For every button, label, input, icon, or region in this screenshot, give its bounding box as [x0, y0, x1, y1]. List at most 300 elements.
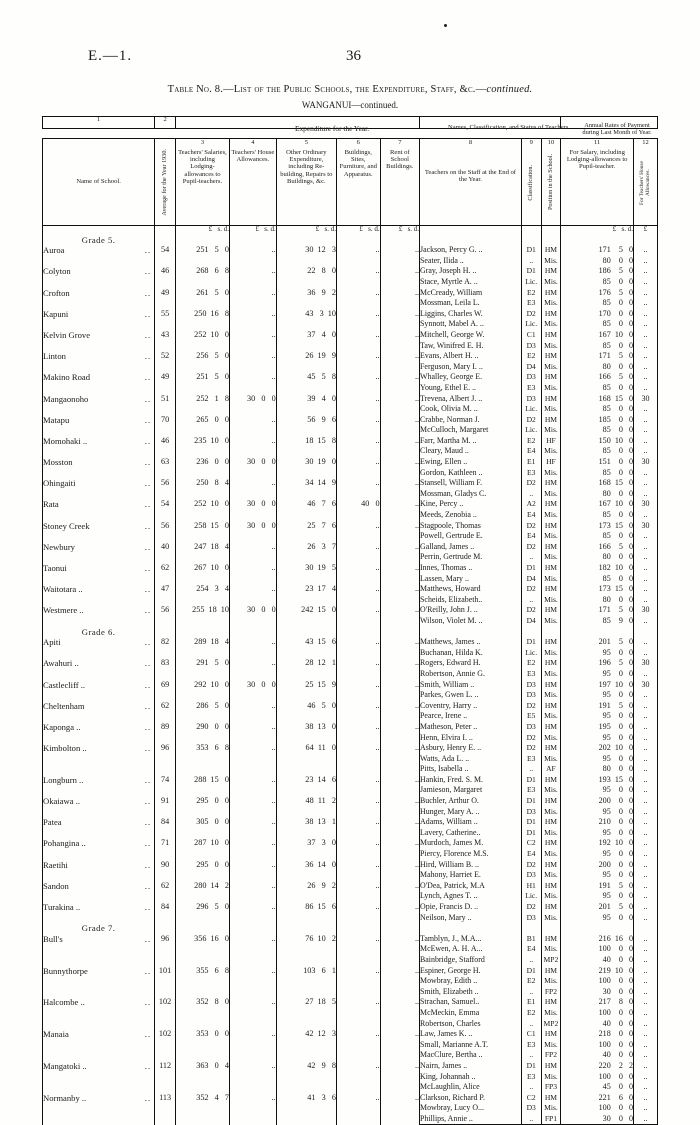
- teacher-position: Mis.: [541, 944, 561, 955]
- grade-row-18-blank-1: [175, 627, 229, 638]
- leader-dots: ..: [144, 796, 152, 807]
- teacher-classification: D2: [521, 521, 541, 532]
- house-allowance-amount: ..: [229, 902, 276, 923]
- teacher-position: HM: [541, 637, 561, 648]
- teacher-position: Mis.: [541, 298, 561, 309]
- teacher-name: Lavery, Catherine..: [420, 828, 522, 839]
- teacher-position: HM: [541, 722, 561, 733]
- teacher-name: Hankin, Fred. S. M.: [420, 775, 522, 786]
- leader-dots: ..: [144, 287, 152, 298]
- house-allowance-rate: ..: [634, 341, 658, 352]
- salaries-amount: 268 6 8: [175, 266, 229, 287]
- school-name-cell: [43, 658, 155, 679]
- house-allowance-rate: ..: [634, 849, 658, 860]
- colnum-1: 1: [43, 117, 155, 129]
- school-name-cell: [43, 860, 155, 881]
- house-allowance-rate: ..: [634, 838, 658, 849]
- rent-amount: ..: [380, 796, 419, 817]
- teacher-position: HM: [541, 563, 561, 574]
- teacher-classification: E3: [521, 754, 541, 765]
- leader-dots: ..: [144, 414, 152, 425]
- school-name-cell: [43, 605, 155, 626]
- house-allowance-rate: ..: [634, 944, 658, 955]
- teacher-classification: D1: [521, 966, 541, 977]
- salaries-amount: 254 3 4: [175, 584, 229, 605]
- teacher-classification: D1: [521, 245, 541, 256]
- teacher-position: Mis.: [541, 1103, 561, 1114]
- house-allowance-amount: ..: [229, 330, 276, 351]
- school-name-cell: [43, 722, 155, 743]
- teacher-name: Mahony, Harriet E.: [420, 870, 522, 881]
- teacher-position: MP2: [541, 955, 561, 966]
- teacher-classification: D3: [521, 680, 541, 691]
- school-name-cell: [43, 1029, 155, 1061]
- leader-dots: ..: [144, 478, 152, 489]
- salary-rate: 200 0 0: [561, 796, 634, 807]
- house-allowance-rate: ..: [634, 351, 658, 362]
- page-number: 36: [346, 48, 361, 64]
- salary-rate: 168 15 0: [561, 478, 634, 489]
- buildings-amount: ..: [336, 1093, 380, 1125]
- teacher-name: Strachan, Samuel..: [420, 997, 522, 1008]
- salaries-amount: 292 10 0: [175, 680, 229, 701]
- average-attendance: 49: [155, 372, 176, 393]
- grade-row-31-blank-2: [229, 923, 276, 934]
- table-row: [43, 817, 658, 828]
- teacher-name: Cleary, Maud ..: [420, 446, 522, 457]
- teacher-classification: D2: [521, 478, 541, 489]
- grade-row-31-label: Grade 7.: [43, 923, 155, 934]
- school-name-cell: [43, 521, 155, 542]
- teacher-classification: E4: [521, 446, 541, 457]
- salary-rate: 95 0 0: [561, 807, 634, 818]
- sd-header-12: £: [634, 224, 658, 235]
- teacher-position: HM: [541, 330, 561, 341]
- school-name: Castlecliff ..: [43, 679, 86, 690]
- table-row: [43, 1093, 658, 1104]
- house-allowance-rate: ..: [634, 1050, 658, 1061]
- salary-rate: 186 5 0: [561, 266, 634, 277]
- salary-rate: 85 0 0: [561, 383, 634, 394]
- school-name-cell: [43, 881, 155, 902]
- salaries-amount: 250 8 4: [175, 478, 229, 499]
- teacher-classification: E1: [521, 997, 541, 1008]
- school-name: Stoney Creek: [43, 520, 90, 531]
- teacher-name: Smith, William ..: [420, 680, 522, 691]
- teacher-position: HM: [541, 902, 561, 913]
- salary-rate: 216 16 0: [561, 934, 634, 945]
- salary-rate: 85 0 0: [561, 298, 634, 309]
- house-allowance-amount: ..: [229, 1061, 276, 1093]
- buildings-amount: ..: [336, 394, 380, 415]
- salaries-amount: 258 15 0: [175, 521, 229, 542]
- teacher-classification: Lic.: [521, 277, 541, 288]
- teacher-name: Adams, William ..: [420, 817, 522, 828]
- leader-dots: ..: [144, 520, 152, 531]
- school-name: Manaia: [43, 1029, 69, 1040]
- school-name-cell: [43, 499, 155, 520]
- salary-rate: 173 15 0: [561, 521, 634, 532]
- teacher-name: O'Dea, Patrick, M.A: [420, 881, 522, 892]
- teacher-position: HM: [541, 394, 561, 405]
- rent-amount: ..: [380, 775, 419, 796]
- buildings-amount: ..: [336, 658, 380, 679]
- average-attendance: 62: [155, 563, 176, 584]
- house-allowance-amount: ..: [229, 722, 276, 743]
- salary-rate: 196 5 0: [561, 658, 634, 669]
- buildings-amount: ..: [336, 1029, 380, 1061]
- schools-table-body: [42, 224, 658, 1125]
- rent-amount: ..: [380, 245, 419, 266]
- house-allowance-rate: ..: [634, 256, 658, 267]
- average-attendance: 52: [155, 351, 176, 372]
- teacher-classification: E3: [521, 1072, 541, 1083]
- teacher-classification: Lic.: [521, 425, 541, 436]
- other-expenditure-amount: 56 9 6: [276, 415, 336, 436]
- teacher-name: Clarkson, Richard P.: [420, 1093, 522, 1104]
- school-name-cell: [43, 966, 155, 998]
- salary-rate: 40 0 0: [561, 1050, 634, 1061]
- sd-blank-cls: [521, 224, 541, 235]
- teacher-classification: E3: [521, 383, 541, 394]
- house-allowance-amount: ..: [229, 309, 276, 330]
- salaries-amount: 353 6 8: [175, 743, 229, 775]
- teacher-position: FP2: [541, 1050, 561, 1061]
- buildings-amount: ..: [336, 372, 380, 393]
- buildings-amount: ..: [336, 743, 380, 775]
- other-expenditure-amount: 46 5 0: [276, 701, 336, 722]
- buildings-amount: ..: [336, 637, 380, 658]
- teacher-classification: E4: [521, 944, 541, 955]
- school-name: Turakina ..: [43, 902, 81, 912]
- buildings-amount: ..: [336, 563, 380, 584]
- buildings-amount: ..: [336, 838, 380, 859]
- teacher-name: Farr, Martha M. ..: [420, 436, 522, 447]
- teacher-name: Jackson, Percy G. ..: [420, 245, 522, 256]
- table-row: [43, 680, 658, 691]
- teacher-classification: D1: [521, 828, 541, 839]
- salary-rate: 85 0 0: [561, 425, 634, 436]
- table-row: [43, 521, 658, 532]
- table-row: [43, 860, 658, 871]
- salary-rate: 100 0 0: [561, 1103, 634, 1114]
- teacher-position: HM: [541, 1093, 561, 1104]
- leader-dots: ..: [144, 584, 152, 595]
- rent-amount: ..: [380, 478, 419, 499]
- buildings-amount: ..: [336, 966, 380, 998]
- rent-amount: ..: [380, 1093, 419, 1125]
- teacher-classification: Lic.: [521, 891, 541, 902]
- house-allowance-rate: ..: [634, 542, 658, 553]
- teacher-classification: ..: [521, 1082, 541, 1093]
- teacher-name: Phillips, Annie ..: [420, 1114, 522, 1125]
- teacher-name: Evans, Albert H. ..: [420, 351, 522, 362]
- sd-header-6: £ s. d.: [336, 224, 380, 235]
- group-expenditure-label: Expenditure for the Year.: [294, 124, 370, 133]
- average-attendance: 40: [155, 542, 176, 563]
- th-teachers: 8 Teachers on the Staff at the End of the Year.: [420, 139, 522, 226]
- house-allowance-amount: ..: [229, 860, 276, 881]
- school-name-cell: [43, 330, 155, 351]
- salary-rate: 100 0 0: [561, 1008, 634, 1019]
- teacher-position: Mis.: [541, 828, 561, 839]
- table-row: [43, 838, 658, 849]
- teacher-position: HM: [541, 1029, 561, 1040]
- salaries-amount: 289 18 4: [175, 637, 229, 658]
- house-allowance-amount: ..: [229, 478, 276, 499]
- other-expenditure-amount: 25 15 9: [276, 680, 336, 701]
- grade-row-31-blank-9: [561, 923, 634, 934]
- salaries-amount: 235 10 0: [175, 436, 229, 457]
- other-expenditure-amount: 30 19 0: [276, 457, 336, 478]
- teacher-name: Asbury, Henry E. ..: [420, 743, 522, 754]
- sd-header-5: £ s. d.: [276, 224, 336, 235]
- salary-rate: 85 0 0: [561, 341, 634, 352]
- teacher-position: AF: [541, 764, 561, 775]
- th-salary-rate: 11 For Salary, including Lodging-allowances to Pupil-teacher.: [561, 139, 634, 226]
- teacher-classification: E5: [521, 711, 541, 722]
- grade-row-18-blank-9: [561, 627, 634, 638]
- house-allowance-amount: ..: [229, 637, 276, 658]
- school-name: Apiti: [43, 637, 61, 648]
- salaries-amount: 251 5 0: [175, 245, 229, 266]
- average-attendance: 91: [155, 796, 176, 817]
- rent-amount: ..: [380, 457, 419, 478]
- teacher-position: Mis.: [541, 595, 561, 606]
- teacher-classification: D2: [521, 743, 541, 754]
- teacher-classification: E2: [521, 436, 541, 447]
- teacher-name: Robertson, Annie G.: [420, 669, 522, 680]
- salary-rate: 85 9 0: [561, 616, 634, 627]
- teacher-classification: A2: [521, 499, 541, 510]
- school-name: Kelvin Grove: [43, 329, 91, 340]
- teacher-name: Powell, Gertrude E.: [420, 531, 522, 542]
- teacher-classification: D3: [521, 372, 541, 383]
- house-allowance-rate: 30: [634, 605, 658, 616]
- buildings-amount: ..: [336, 351, 380, 372]
- table-row: [43, 245, 658, 256]
- average-attendance: 89: [155, 722, 176, 743]
- grade-row-18-blank-4: [336, 627, 380, 638]
- teacher-name: King, Johannah ..: [420, 1072, 522, 1083]
- school-name-cell: [43, 701, 155, 722]
- teacher-position: HM: [541, 1061, 561, 1072]
- teacher-classification: D2: [521, 902, 541, 913]
- teacher-name: Hunger, Mary A. ..: [420, 807, 522, 818]
- house-allowance-rate: ..: [634, 468, 658, 479]
- house-allowance-rate: ..: [634, 288, 658, 299]
- grade-5-row-blank-5: [380, 235, 419, 246]
- table-row: [43, 966, 658, 977]
- house-allowance-rate: ..: [634, 616, 658, 627]
- salary-rate: 219 10 0: [561, 966, 634, 977]
- school-name-cell: [43, 457, 155, 478]
- school-name: Raetihi: [43, 859, 68, 870]
- teacher-classification: D2: [521, 542, 541, 553]
- other-expenditure-amount: 26 3 7: [276, 542, 336, 563]
- other-expenditure-amount: 103 6 1: [276, 966, 336, 998]
- house-allowance-rate: ..: [634, 690, 658, 701]
- house-allowance-rate: ..: [634, 1103, 658, 1114]
- teacher-position: HF: [541, 457, 561, 468]
- salary-rate: 80 0 0: [561, 595, 634, 606]
- teacher-classification: D3: [521, 690, 541, 701]
- leader-dots: ..: [144, 266, 152, 277]
- other-expenditure-amount: 37 3 0: [276, 838, 336, 859]
- school-name: Sandon: [43, 880, 69, 891]
- house-allowance-amount: ..: [229, 1029, 276, 1061]
- teacher-position: HM: [541, 499, 561, 510]
- rent-amount: ..: [380, 934, 419, 966]
- teacher-position: Mis.: [541, 891, 561, 902]
- teacher-name: Galland, James ..: [420, 542, 522, 553]
- teacher-position: HM: [541, 605, 561, 616]
- table-row: [43, 1029, 658, 1040]
- house-allowance-amount: 30 0 0: [229, 457, 276, 478]
- grade-row-31-blank-10: [634, 923, 658, 934]
- teacher-position: HM: [541, 881, 561, 892]
- average-attendance: 46: [155, 266, 176, 287]
- average-attendance: 43: [155, 330, 176, 351]
- teacher-position: HM: [541, 542, 561, 553]
- teacher-name: Buchanan, Hilda K.: [420, 648, 522, 659]
- house-allowance-amount: ..: [229, 542, 276, 563]
- rent-amount: ..: [380, 499, 419, 520]
- school-name-cell: [43, 743, 155, 775]
- table-row: [43, 436, 658, 447]
- other-expenditure-amount: 43 3 10: [276, 309, 336, 330]
- rent-amount: ..: [380, 563, 419, 584]
- salary-rate: 202 10 0: [561, 743, 634, 754]
- teacher-classification: ..: [521, 552, 541, 563]
- teacher-name: Coventry, Harry ..: [420, 701, 522, 712]
- salary-rate: 95 0 0: [561, 849, 634, 860]
- teacher-position: HM: [541, 680, 561, 691]
- house-allowance-amount: ..: [229, 701, 276, 722]
- teacher-position: MP2: [541, 1019, 561, 1030]
- salaries-amount: 296 5 0: [175, 902, 229, 923]
- teacher-name: Wilson, Violet M. ..: [420, 616, 522, 627]
- school-name-cell: [43, 1061, 155, 1093]
- other-expenditure-amount: 64 11 0: [276, 743, 336, 775]
- teacher-classification: ..: [521, 764, 541, 775]
- rent-amount: ..: [380, 838, 419, 859]
- house-allowance-rate: ..: [634, 531, 658, 542]
- salary-rate: 201 5 0: [561, 637, 634, 648]
- house-allowance-amount: ..: [229, 563, 276, 584]
- other-expenditure-amount: 36 14 0: [276, 860, 336, 881]
- house-allowance-amount: ..: [229, 1093, 276, 1125]
- teacher-name: Hird, William B. ..: [420, 860, 522, 871]
- th-other-expenditure: 5 Other Ordinary Expenditure, including Re-building, Repairs to Buildings, &c.: [276, 139, 336, 226]
- teacher-name: Stagpoole, Thomas: [420, 521, 522, 532]
- salary-rate: 95 0 0: [561, 913, 634, 924]
- salary-rate: 95 0 0: [561, 669, 634, 680]
- house-allowance-rate: ..: [634, 807, 658, 818]
- salary-rate: 166 5 0: [561, 542, 634, 553]
- buildings-amount: ..: [336, 817, 380, 838]
- teacher-classification: D1: [521, 637, 541, 648]
- house-allowance-amount: ..: [229, 436, 276, 457]
- house-allowance-rate: ..: [634, 754, 658, 765]
- teacher-position: Mis.: [541, 690, 561, 701]
- salary-rate: 95 0 0: [561, 870, 634, 881]
- teacher-position: HM: [541, 521, 561, 532]
- leader-dots: ..: [144, 880, 152, 891]
- school-name-cell: [43, 796, 155, 817]
- leader-dots: ..: [144, 743, 152, 754]
- teacher-classification: Lic.: [521, 648, 541, 659]
- teacher-name: Rogers, Edward H.: [420, 658, 522, 669]
- school-name: Matapu: [43, 414, 70, 425]
- house-allowance-rate: ..: [634, 1072, 658, 1083]
- teacher-name: Taw, Winifred E. H.: [420, 341, 522, 352]
- table-row: [43, 584, 658, 595]
- teacher-position: Mis.: [541, 754, 561, 765]
- other-expenditure-amount: 26 9 2: [276, 881, 336, 902]
- buildings-amount: ..: [336, 457, 380, 478]
- table-row: [43, 457, 658, 468]
- teacher-position: HF: [541, 436, 561, 447]
- salaries-amount: 352 4 7: [175, 1093, 229, 1125]
- teacher-position: Mis.: [541, 913, 561, 924]
- table-row: [43, 478, 658, 489]
- buildings-amount: ..: [336, 997, 380, 1029]
- teacher-classification: D4: [521, 362, 541, 373]
- teacher-position: HM: [541, 415, 561, 426]
- teacher-position: Mis.: [541, 711, 561, 722]
- salary-rate: 191 5 0: [561, 881, 634, 892]
- house-allowance-rate: ..: [634, 775, 658, 786]
- teacher-name: Mossman, Gladys C.: [420, 489, 522, 500]
- buildings-amount: ..: [336, 605, 380, 626]
- teacher-classification: D2: [521, 860, 541, 871]
- average-attendance: 56: [155, 521, 176, 542]
- house-allowance-amount: 30 0 0: [229, 521, 276, 542]
- rent-amount: ..: [380, 330, 419, 351]
- teacher-position: Mis.: [541, 785, 561, 796]
- buildings-amount: ..: [336, 796, 380, 817]
- house-allowance-rate: ..: [634, 563, 658, 574]
- grade-5-row-blank-4: [336, 235, 380, 246]
- teacher-name: McCready, William: [420, 288, 522, 299]
- house-allowance-rate: ..: [634, 987, 658, 998]
- teacher-classification: E3: [521, 468, 541, 479]
- sd-blank-school: [43, 224, 155, 235]
- teacher-name: Espiner, George H.: [420, 966, 522, 977]
- other-expenditure-amount: 38 13 1: [276, 817, 336, 838]
- sd-header-4: £ s. d.: [229, 224, 276, 235]
- house-allowance-rate: ..: [634, 552, 658, 563]
- salary-rate: 217 8 0: [561, 997, 634, 1008]
- teacher-classification: D2: [521, 309, 541, 320]
- salaries-amount: 250 16 8: [175, 309, 229, 330]
- house-allowance-rate: ..: [634, 1061, 658, 1072]
- rent-amount: ..: [380, 372, 419, 393]
- other-expenditure-amount: 242 15 0: [276, 605, 336, 626]
- other-expenditure-amount: 38 13 0: [276, 722, 336, 743]
- th-classification: 9 Classification.: [521, 139, 541, 226]
- grade-row-31-blank-3: [276, 923, 336, 934]
- leader-dots: ..: [144, 1060, 152, 1071]
- salary-rate: 197 10 0: [561, 680, 634, 691]
- salaries-amount: 295 0 0: [175, 860, 229, 881]
- table-row: [43, 415, 658, 426]
- rent-amount: ..: [380, 266, 419, 287]
- leader-dots: ..: [144, 563, 152, 573]
- grade-5-row-label: Grade 5.: [43, 235, 155, 246]
- house-allowance-amount: ..: [229, 838, 276, 859]
